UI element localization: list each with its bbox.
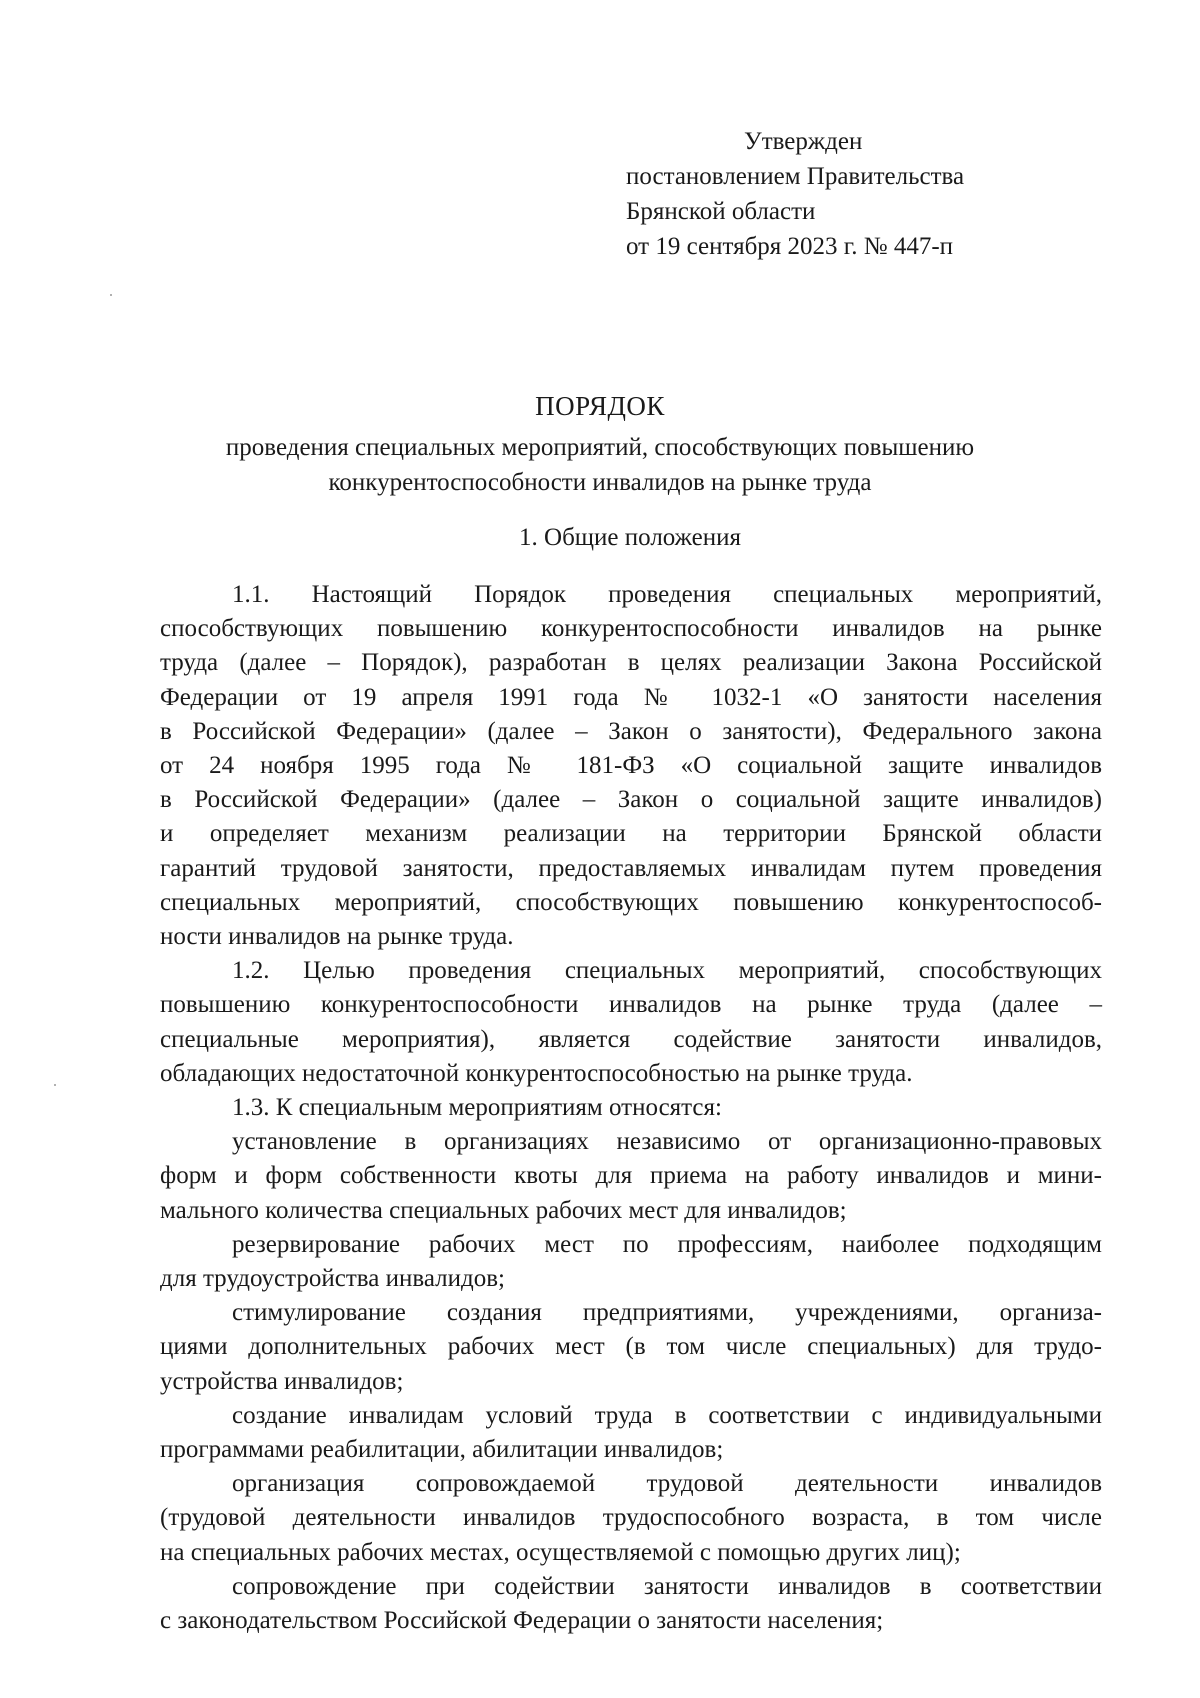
text-line: установление в организациях независимо от организационно-правовых	[232, 1128, 1102, 1156]
text-line: обладающих недостаточной конкурентоспособностью на рынке труда.	[160, 1059, 913, 1087]
text-line: 1.1. Настоящий Порядок проведения специальных мероприятий,	[232, 581, 1102, 608]
list-item-conditions	[160, 1399, 1102, 1467]
text-line: специальные мероприятия), является содействие занятости инвалидов,	[160, 1025, 1102, 1053]
text-line: труда (далее – Порядок), разработан в целях реализации Закона Российской	[160, 649, 1102, 677]
text-line: Федерации от 19 апреля 1991 года № 1032-1 «О занятости населения	[160, 683, 1102, 711]
text-line: и определяет механизм реализации на территории Брянской области	[160, 820, 1102, 848]
list-item-quota	[160, 1125, 1102, 1228]
scan-speck	[54, 1084, 56, 1086]
text-line: способствующих повышению конкурентоспособности инвалидов на рынке	[160, 615, 1102, 643]
approval-line-region: Брянской области	[626, 198, 816, 225]
section-heading-general: 1. Общие положения	[519, 524, 741, 551]
document-subtitle	[0, 430, 1200, 500]
text-line: для трудоустройства инвалидов;	[160, 1265, 505, 1293]
scan-speck	[110, 294, 112, 296]
document-title-block	[0, 388, 1200, 500]
approval-stamp	[626, 124, 1046, 264]
text-line: создание инвалидам условий труда в соответствии с индивидуальными	[232, 1401, 1102, 1429]
text-line: от 24 ноября 1995 года № 181-ФЗ «О социальной защите инвалидов	[160, 752, 1102, 780]
text-line: 1.3. К специальным мероприятиям относятся:	[232, 1094, 722, 1122]
text-line: программами реабилитации, абилитации инвалидов;	[160, 1436, 724, 1464]
text-line: циями дополнительных рабочих мест (в том числе специальных) для трудо-	[160, 1333, 1102, 1361]
text-line: организация сопровождаемой трудовой деятельности инвалидов	[232, 1470, 1102, 1498]
text-line: мального количества специальных рабочих мест для инвалидов;	[160, 1196, 847, 1224]
text-line: ности инвалидов на рынке труда.	[160, 923, 514, 951]
text-line: специальных мероприятий, способствующих повышению конкурентоспособ-	[160, 888, 1102, 916]
subtitle-line-1: проведения специальных мероприятий, способствующих повышению	[225, 434, 975, 461]
text-line: форм и форм собственности квоты для приема на работу инвалидов и мини-	[160, 1162, 1102, 1190]
document-title: ПОРЯДОК	[535, 391, 665, 421]
text-line: устройства инвалидов;	[160, 1367, 404, 1395]
text-line: в Российской Федерации» (далее – Закон о занятости), Федерального закона	[160, 717, 1102, 745]
text-line: резервирование рабочих мест по профессиям, наиболее подходящим	[232, 1230, 1102, 1258]
text-line: 1.2. Целью проведения специальных мероприятий, способствующих	[232, 957, 1102, 985]
text-line: сопровождение при содействии занятости инвалидов в соответствии	[232, 1572, 1102, 1600]
paragraph-1-3	[160, 1091, 1102, 1125]
text-line: на специальных рабочих местах, осуществляемой с помощью других лиц);	[160, 1538, 961, 1566]
text-line: стимулирование создания предприятиями, учреждениями, организа-	[232, 1299, 1102, 1327]
approval-line-date-number: от 19 сентября 2023 г. № 447-п	[626, 233, 954, 260]
text-line: (трудовой деятельности инвалидов трудоспособного возраста, в том числе	[160, 1504, 1102, 1532]
document-body	[160, 578, 1102, 1638]
text-line: с законодательством Российской Федерации о занятости населения;	[160, 1607, 884, 1635]
list-item-supported-work	[160, 1467, 1102, 1570]
list-item-reservation	[160, 1228, 1102, 1296]
paragraph-1-2	[160, 954, 1102, 1091]
list-item-accompaniment	[160, 1570, 1102, 1638]
approval-line-resolution: постановлением Правительства	[626, 163, 965, 190]
approval-line-approved: Утвержден	[744, 128, 863, 155]
text-line: гарантий трудовой занятости, предоставляемых инвалидам путем проведения	[160, 854, 1102, 882]
paragraph-1-1	[160, 578, 1102, 954]
text-line: в Российской Федерации» (далее – Закон о социальной защите инвалидов)	[160, 786, 1102, 814]
list-item-stimulation	[160, 1296, 1102, 1399]
text-line: повышению конкурентоспособности инвалидов на рынке труда (далее –	[160, 991, 1102, 1019]
subtitle-line-2: конкурентоспособности инвалидов на рынке труда	[328, 469, 872, 496]
